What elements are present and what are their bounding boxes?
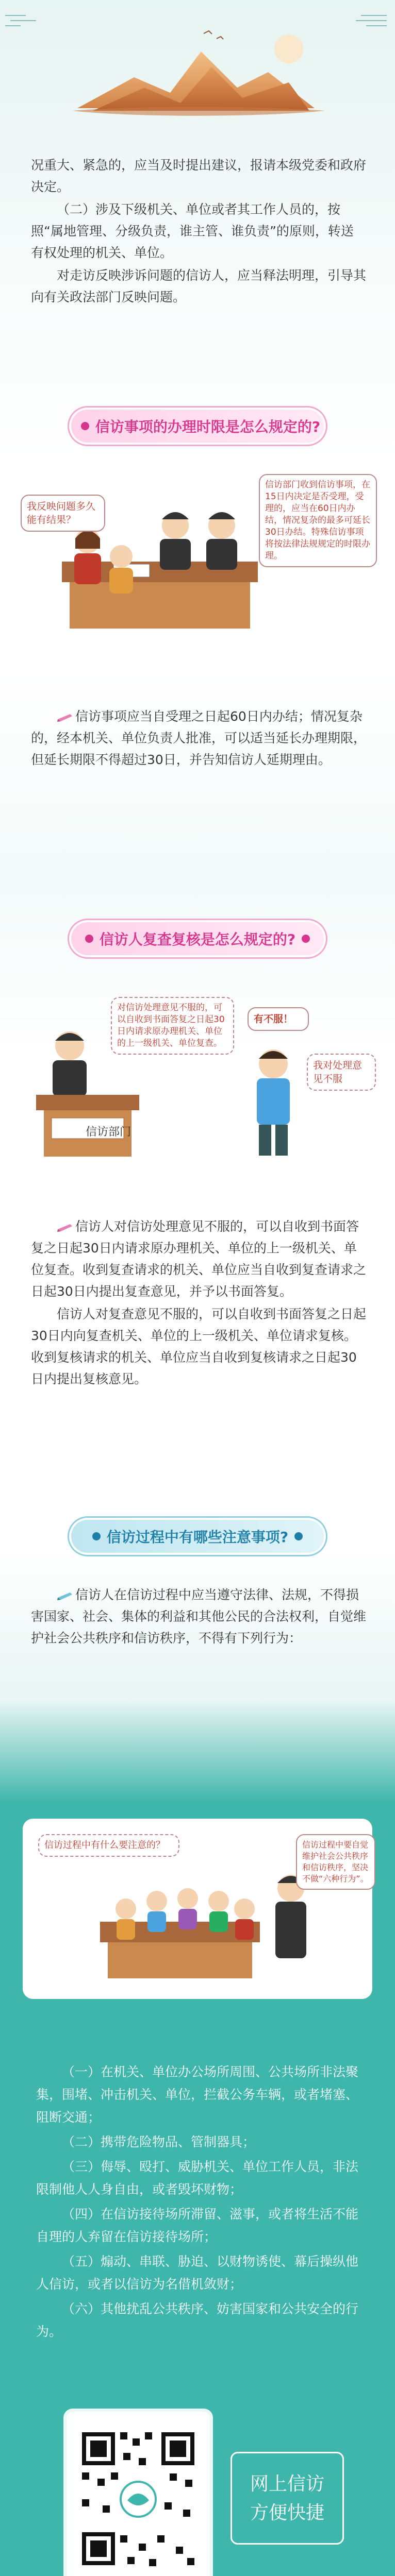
prohibited-acts-list xyxy=(36,2061,361,2345)
list-item: （一）在机关、单位办公场所周围、公共场所非法聚集，围堵、冲击机关、单位，拦截公务车辆，或者堵塞、阻断交通； xyxy=(36,2064,359,2125)
section3-heading-text: 信访过程中有哪些注意事项? xyxy=(106,1529,289,1546)
header-banner xyxy=(0,0,395,144)
list-item: （五）煽动、串联、胁迫、以财物诱使、幕后操纵他人信访，或者以信访为名借机敛财； xyxy=(36,2254,359,2292)
bullet-dot-icon xyxy=(85,935,93,943)
mountain-illustration xyxy=(0,0,395,144)
section2-paragraph-2: 信访人对复查意见不服的，可以自收到书面答复之日起30日内向复查机关、单位的上一级机关、单位请求复核。收到复核请求的机关、单位应当自收到复核请求之日起30日内提出复核意见。 xyxy=(31,1307,367,1386)
slogan-line-1: 网上信访 xyxy=(250,2473,324,2495)
section1-text xyxy=(31,706,366,772)
section2-paragraph-1: 信访人对信访处理意见不服的，可以自收到书面答复之日起30日内请求原办理机关、单位的上一级机关、单位复查。收到复查请求的机关、单位应当自收到复查请求之日起30日内提出复查意见，并予以书面答复。 xyxy=(31,1219,367,1299)
section3-text xyxy=(31,1584,366,1650)
section2-illustration xyxy=(21,997,376,1162)
bird-icon xyxy=(204,31,223,39)
qr-code-frame[interactable] xyxy=(63,2409,213,2576)
office-sign: 信访部门 xyxy=(85,1126,131,1139)
list-item: （二）携带危险物品、管制器具； xyxy=(62,2134,256,2149)
section2-text xyxy=(31,1216,366,1391)
speech-bubble-left: 信访过程中有什么要注意的？ xyxy=(38,1834,179,1857)
qr-code-icon xyxy=(67,2412,210,2576)
pen-icon xyxy=(57,712,75,722)
intro-paragraph-3: 对走访反映涉诉问题的信访人，应当释法明理，引导其向有关政法部门反映问题。 xyxy=(31,268,367,304)
section2-heading-text: 信访人复查复核是怎么规定的? xyxy=(99,931,296,948)
section1-heading-text: 信访事项的办理时限是怎么规定的? xyxy=(95,418,321,435)
list-item: （四）在信访接待场所滞留、滋事，或者将生活不能自理的人弃留在信访接待场所； xyxy=(36,2207,359,2244)
pen-icon xyxy=(57,1222,75,1232)
footer xyxy=(49,2409,353,2576)
section1-paragraph: 信访事项应当自受理之日起60日内办结；情况复杂的，经本机关、单位负责人批准，可以适当延长办理期限，但延长期限不得超过30日，并告知信访人延期理由。 xyxy=(31,709,367,767)
speech-bubble-right: 我对处理意见不服 xyxy=(307,1054,376,1091)
slogan-box xyxy=(231,2452,344,2545)
speech-bubble-right: 信访过程中要自觉维护社会公共秩序和信访秩序，坚决不做“六种行为”。 xyxy=(296,1834,375,1890)
speech-bubble-top: 有不服！ xyxy=(248,1007,309,1031)
section3-illustration-card xyxy=(23,1819,372,1999)
slogan-line-2: 方便快捷 xyxy=(250,2502,324,2523)
intro-paragraph-1: 况重大、紧急的，应当及时提出建议，报请本级党委和政府决定。 xyxy=(31,158,367,194)
bullet-dot-icon xyxy=(81,422,89,430)
list-item: （三）侮辱、殴打、威胁机关、单位工作人员，非法限制他人人身自由，或者毁坏财物； xyxy=(36,2159,359,2197)
bullet-dot-icon xyxy=(302,935,310,943)
intro-paragraph-2: （二）涉及下级机关、单位或者其工作人员的，按照“属地管理、分级负责，谁主管、谁负责”的原则，转送有权处理的机关、单位。 xyxy=(31,202,354,260)
pen-icon xyxy=(57,1590,75,1601)
bullet-dot-icon xyxy=(294,1532,303,1540)
speech-bubble-right: 信访部门收到信访事项，在15日内决定是否受理，受理的，应当在60日内办结，情况复杂的最多可延长30日办结。特殊信访事项将按法律法规规定的时限办理。 xyxy=(259,474,377,567)
cloud-icon-left xyxy=(5,15,36,26)
list-item: （六）其他扰乱公共秩序、妨害国家和公共安全的行为。 xyxy=(36,2301,359,2339)
bullet-dot-icon xyxy=(92,1532,101,1540)
section2-heading xyxy=(71,922,324,955)
speech-bubble-left: 我反映问题多久能有结果？ xyxy=(21,495,105,532)
section1-heading xyxy=(71,410,324,443)
section1-illustration xyxy=(21,474,376,644)
section3-paragraph: 信访人在信访过程中应当遵守法律、法规，不得损害国家、社会、集体的利益和其他公民的合法权利，自觉维护社会公共秩序和信访秩序，不得有下列行为： xyxy=(31,1587,367,1646)
cloud-icon-right xyxy=(356,15,387,26)
speech-bubble-left: 对信访处理意见不服的，可以自收到书面答复之日起30日内请求原办理机关、单位的上一级机关、单位复查。 xyxy=(111,997,234,1055)
intro-text xyxy=(31,155,366,309)
section3-heading xyxy=(71,1520,324,1553)
